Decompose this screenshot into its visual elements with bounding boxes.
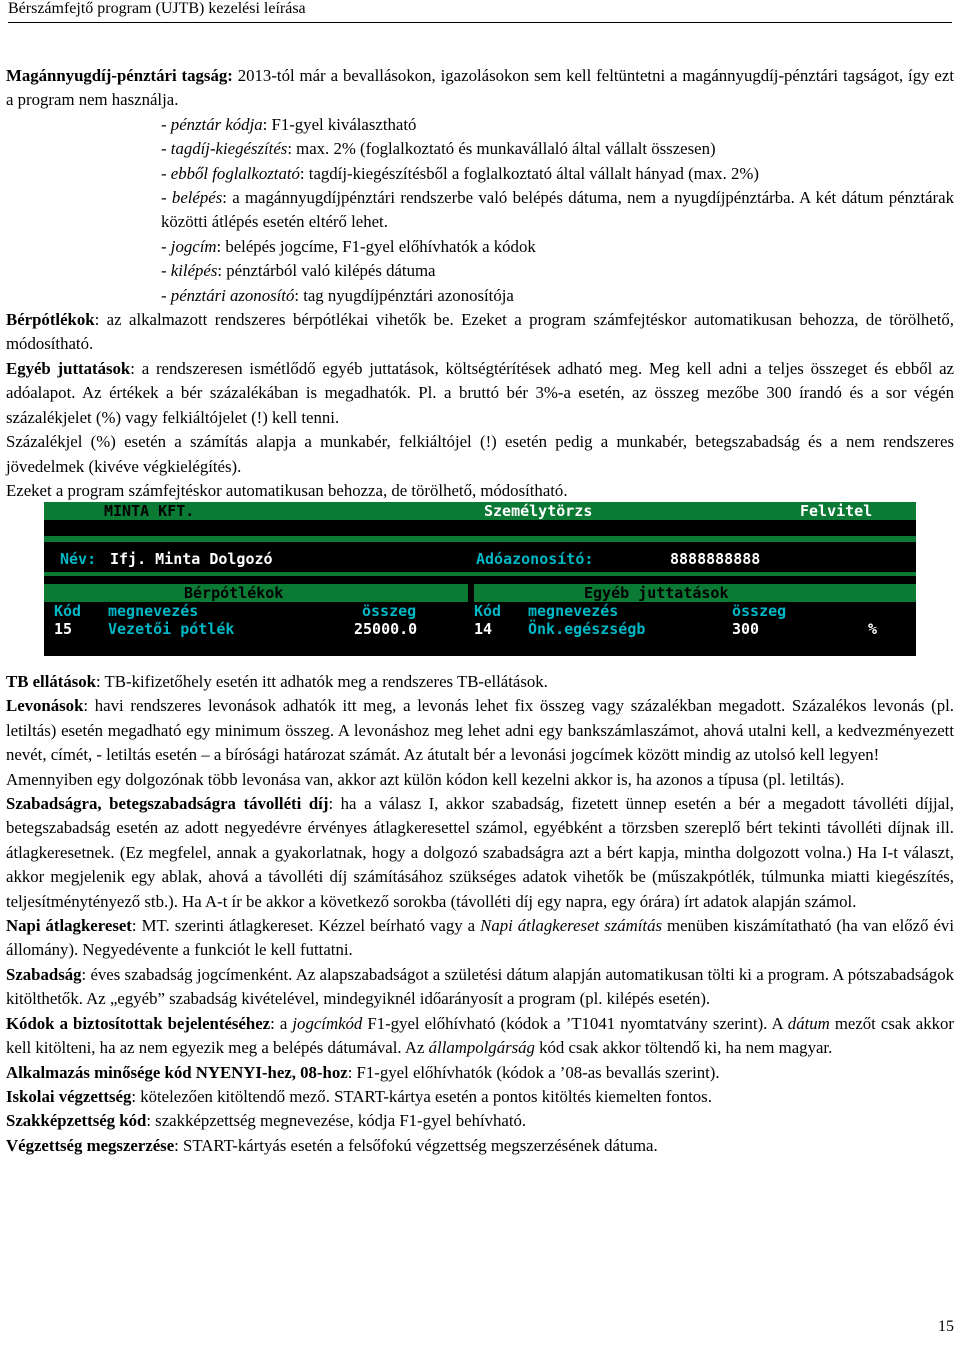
left-row-kod: 15: [54, 620, 73, 638]
column-megnevezes: megnevezés: [108, 602, 199, 620]
list-item: - kilépés: pénztárból való kilépés dátuma: [161, 261, 436, 281]
list-item: - pénztár kódja: F1-gyel kiválasztható: [161, 114, 417, 134]
page-number: 15: [938, 1318, 954, 1335]
left-row-megnevezes: Vezetői pótlék: [108, 620, 235, 638]
egyeb-juttatasok-title: Egyéb juttatások: [584, 584, 729, 602]
paragraph-alkalmazas: Alkalmazás minősége kód NYENYI-hez, 08-hoz: F1-gyel előhívhatók (kódok a ’08-as bevallás szerint).: [6, 1062, 720, 1082]
column-kod: Kód: [54, 602, 82, 620]
paragraph-egyeb-juttatasok: Egyéb juttatások: a rendszeresen ismétlődő egyéb juttatások, költségtérítések adható meg. Meg kell adni a teljes összeget és ebből az adóalapot. Az értékek a bér százalékában is megadhatók. Pl. a bruttó bér 3%-a esetén, az összeg mezőbe 300 írandó és a sor végén százalékjelet (%) vagy felkiáltójelet (!) kell tenni.: [6, 358, 954, 427]
tax-id-label: Adóazonosító:: [476, 550, 594, 568]
separator: [44, 536, 916, 542]
right-row-percent: %: [868, 620, 878, 638]
list-item: - tagdíj-kiegészítés: max. 2% (foglalkoztató és munkavállaló által vállalt összesen): [161, 139, 716, 159]
company-name: MINTA KFT.: [104, 502, 195, 520]
paragraph-napi-atlagkereset: Napi átlagkereset: MT. szerinti átlagkereset. Kézzel beírható vagy a Napi átlagkereset számítás menüben kiszámítatható (ha van előző évi állomány). Negyedévente a funkciót le kell futtatni.: [6, 916, 954, 960]
paragraph-szakkepzettseg: Szakképzettség kód: szakképzettség megnevezése, kódja F1-gyel behívható.: [6, 1111, 527, 1131]
list-item: - ebből foglalkoztató: tagdíj-kiegészítésből a foglalkoztató által vállalt hányad (max. 2%): [161, 163, 759, 183]
paragraph-iskolai: Iskolai végzettség: kötelezően kitöltendő mező. START-kártya esetén a pontos kitöltés kiemelten fontos.: [6, 1086, 712, 1106]
column-megnevezes: megnevezés: [528, 602, 619, 620]
document-title: Bérszámfejtő program (UJTB) kezelési leírása: [8, 0, 306, 17]
name-value: Ifj. Minta Dolgozó: [110, 550, 273, 568]
separator: [44, 572, 916, 576]
right-row-megnevezes: Önk.egészségb: [528, 620, 646, 638]
list-item: - pénztári azonosító: tag nyugdíjpénztári azonosítója: [161, 285, 514, 305]
right-row-osszeg: 300: [732, 620, 760, 638]
column-kod: Kód: [474, 602, 502, 620]
name-label: Név:: [60, 550, 97, 568]
column-osszeg: összeg: [732, 602, 787, 620]
paragraph-ezeket: Ezeket a program számfejtéskor automatikusan behozza, de törölhető, módosítható.: [6, 480, 568, 500]
left-row-osszeg: 25000.0: [354, 620, 418, 638]
column-osszeg: összeg: [362, 602, 417, 620]
term-maganyugdij: Magánnyugdíj-pénztári tagság:: [6, 66, 233, 85]
paragraph-szabadsag: Szabadság: éves szabadság jogcímenként. Az alapszabadságot a születési dátum alapján automatikusan tölti ki a program. A pótszabadságok kitölthetők. Az „egyéb” szabadság kivételével, mindegyiknél időarányosít a program (pl. kilépés esetén).: [6, 964, 954, 1009]
right-row-kod: 14: [474, 620, 493, 638]
terminal-screenshot: [44, 502, 916, 656]
paragraph-maganyugdij: Magánnyugdíj-pénztári tagság: 2013-tól már a bevallásokon, igazolásokon sem kell feltüntetni a magánnyugdíj-pénztári tagságot, így ezt a program nem használja.: [6, 66, 954, 110]
list-item: - belépés: a magánnyugdíjpénztári rendszerbe való belépés dátuma, nem a nyugdíjpénztárba. A két dátum pénztárak közötti átlépés esetén eltérő lehet.: [161, 188, 954, 232]
paragraph-tb: TB ellátások: TB-kifizetőhely esetén itt adhatók meg a rendszeres TB-ellátások.: [6, 672, 548, 691]
running-header: [8, 0, 952, 23]
berpotlekok-title: Bérpótlékok: [184, 584, 284, 602]
tax-id-value: 8888888888: [670, 550, 761, 568]
paragraph-szabadsagra: Szabadságra, betegszabadságra távolléti díj: ha a válasz I, akkor szabadság, fizetett ünnep esetén a bér a megadott távolléti díjjal, betegszabadság esetén az adott negyedévre érvényes átlagkeresettel számol, egyébként a törzsben szereplő bért tekinti távolléti díjnak ill. átlagkeresetnek. (Ez megfelel, annak a gyakorlatnak, hogy a dolgozó szabadságra azt a bért kapja, mintha dolgozott volna.) Ha I-t választ, akkor megjelenik egy ablak, ahová a távolléti díj számításához szükséges adatok vihetők be (műszakpótlék, túlmunka miatti kiegészítés, teljesítménytényező stb.). Ha A-t ír be akkor a következő sorokba (távolléti díj egy napra, egy órára) írt adatok alapján számol.: [6, 794, 954, 911]
body-text-top: [6, 64, 954, 503]
paragraph-amennyiben: Amennyiben egy dolgozónak több levonása van, akkor azt külön kódon kell kezelni akkor is, ha azonos a típusa (pl. letiltás).: [6, 769, 845, 789]
paragraph-kodok: Kódok a biztosítottak bejelentéséhez: a jogcímkód F1-gyel előhívható (kódok a ’T1041 nyomtatvány szerint). A dátum mezőt csak akkor kell kitölteni, ha az nem egyezik meg a belépés dátumával. Az állampolgárság kód csak akkor töltendő ki, ha nem magyar.: [6, 1013, 954, 1058]
paragraph-vegzettseg: Végzettség megszerzése: START-kártyás esetén a felsőfokú végzettség megszerzésének dátuma.: [6, 1135, 658, 1155]
paragraph-berpotlekok: Bérpótlékok: az alkalmazott rendszeres bérpótlékai vihetők be. Ezeket a program számfejtéskor automatikusan behozza, de törölhető, módosítható.: [6, 310, 954, 354]
paragraph-szazalekjel: Százalékjel (%) esetén a számítás alapja a munkabér, felkiáltójel (!) esetén pedig a munkabér, betegszabadság és a nem rendszeres jövedelmek (kivéve végkielégítés).: [6, 432, 954, 476]
body-text-bottom: [6, 670, 954, 1158]
mode-label: Felvitel: [800, 502, 873, 520]
module-name: Személytörzs: [484, 502, 593, 520]
paragraph-levonasok: Levonások: havi rendszeres levonások adhatók itt meg, a levonás lehet fix összeg vagy százalékban megadott. Százalékos levonás (pl. letiltás) esetén megadható egy minimum összeg. A levonáshoz meg lehet adni egy bankszámlaszámot, ahová utalni kell, a kedvezményezett nevét, címét, - letiltás esetén – a bírósági határozat számát. Az átutalt bér a levonási jogcímek között mindig az utolsó kell legyen!: [6, 696, 954, 765]
list-item: - jogcím: belépés jogcíme, F1-gyel előhívhatók a kódok: [161, 236, 536, 256]
